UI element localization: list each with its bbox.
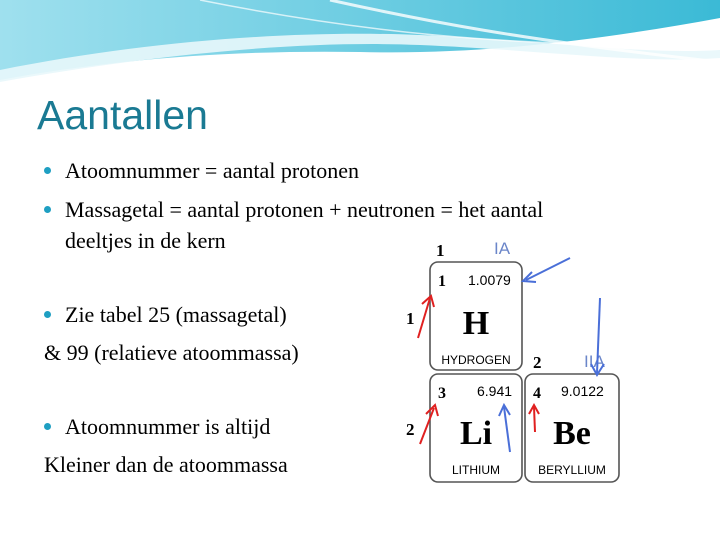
wave-header-decoration xyxy=(0,0,720,90)
group-number: 2 xyxy=(533,353,542,372)
slide-title: Aantallen xyxy=(37,92,208,138)
atomic-number: 1 xyxy=(438,273,446,290)
atomic-number: 4 xyxy=(533,385,541,402)
atomic-number: 3 xyxy=(438,385,446,402)
bullet-text: Zie tabel 25 (massagetal) xyxy=(65,302,287,327)
bullet-dot-icon xyxy=(44,311,51,318)
group-label: IIA xyxy=(584,352,605,371)
element-name: BERYLLIUM xyxy=(538,463,606,477)
group-label: IA xyxy=(494,239,511,258)
plain-line: & 99 (relatieve atoommassa) xyxy=(44,340,299,365)
element-name: HYDROGEN xyxy=(441,353,511,367)
atomic-mass: 1.0079 xyxy=(468,272,511,288)
atomic-mass: 6.941 xyxy=(477,383,513,399)
bullet-text: Atoomnummer is altijd xyxy=(65,414,271,439)
element-symbol: Be xyxy=(553,415,591,452)
periodic-table-excerpt xyxy=(398,230,624,490)
atomic-mass: 9.0122 xyxy=(561,383,604,399)
element-symbol: H xyxy=(462,305,490,342)
element-name: LITHIUM xyxy=(452,463,500,477)
bullet-continuation: deeltjes in de kern xyxy=(65,228,226,253)
bullet-text: Massagetal = aantal protonen + neutronen = het aantal xyxy=(65,197,544,222)
bullet-dot-icon xyxy=(44,206,51,213)
plain-line: Kleiner dan de atoommassa xyxy=(44,452,288,477)
element-symbol: Li xyxy=(459,415,493,452)
bullet-dot-icon xyxy=(44,167,51,174)
period-number: 1 xyxy=(406,309,415,328)
bullet-text: Atoomnummer = aantal protonen xyxy=(65,158,360,183)
group-number: 1 xyxy=(436,241,445,260)
bullet-dot-icon xyxy=(44,423,51,430)
period-number: 2 xyxy=(406,420,415,439)
